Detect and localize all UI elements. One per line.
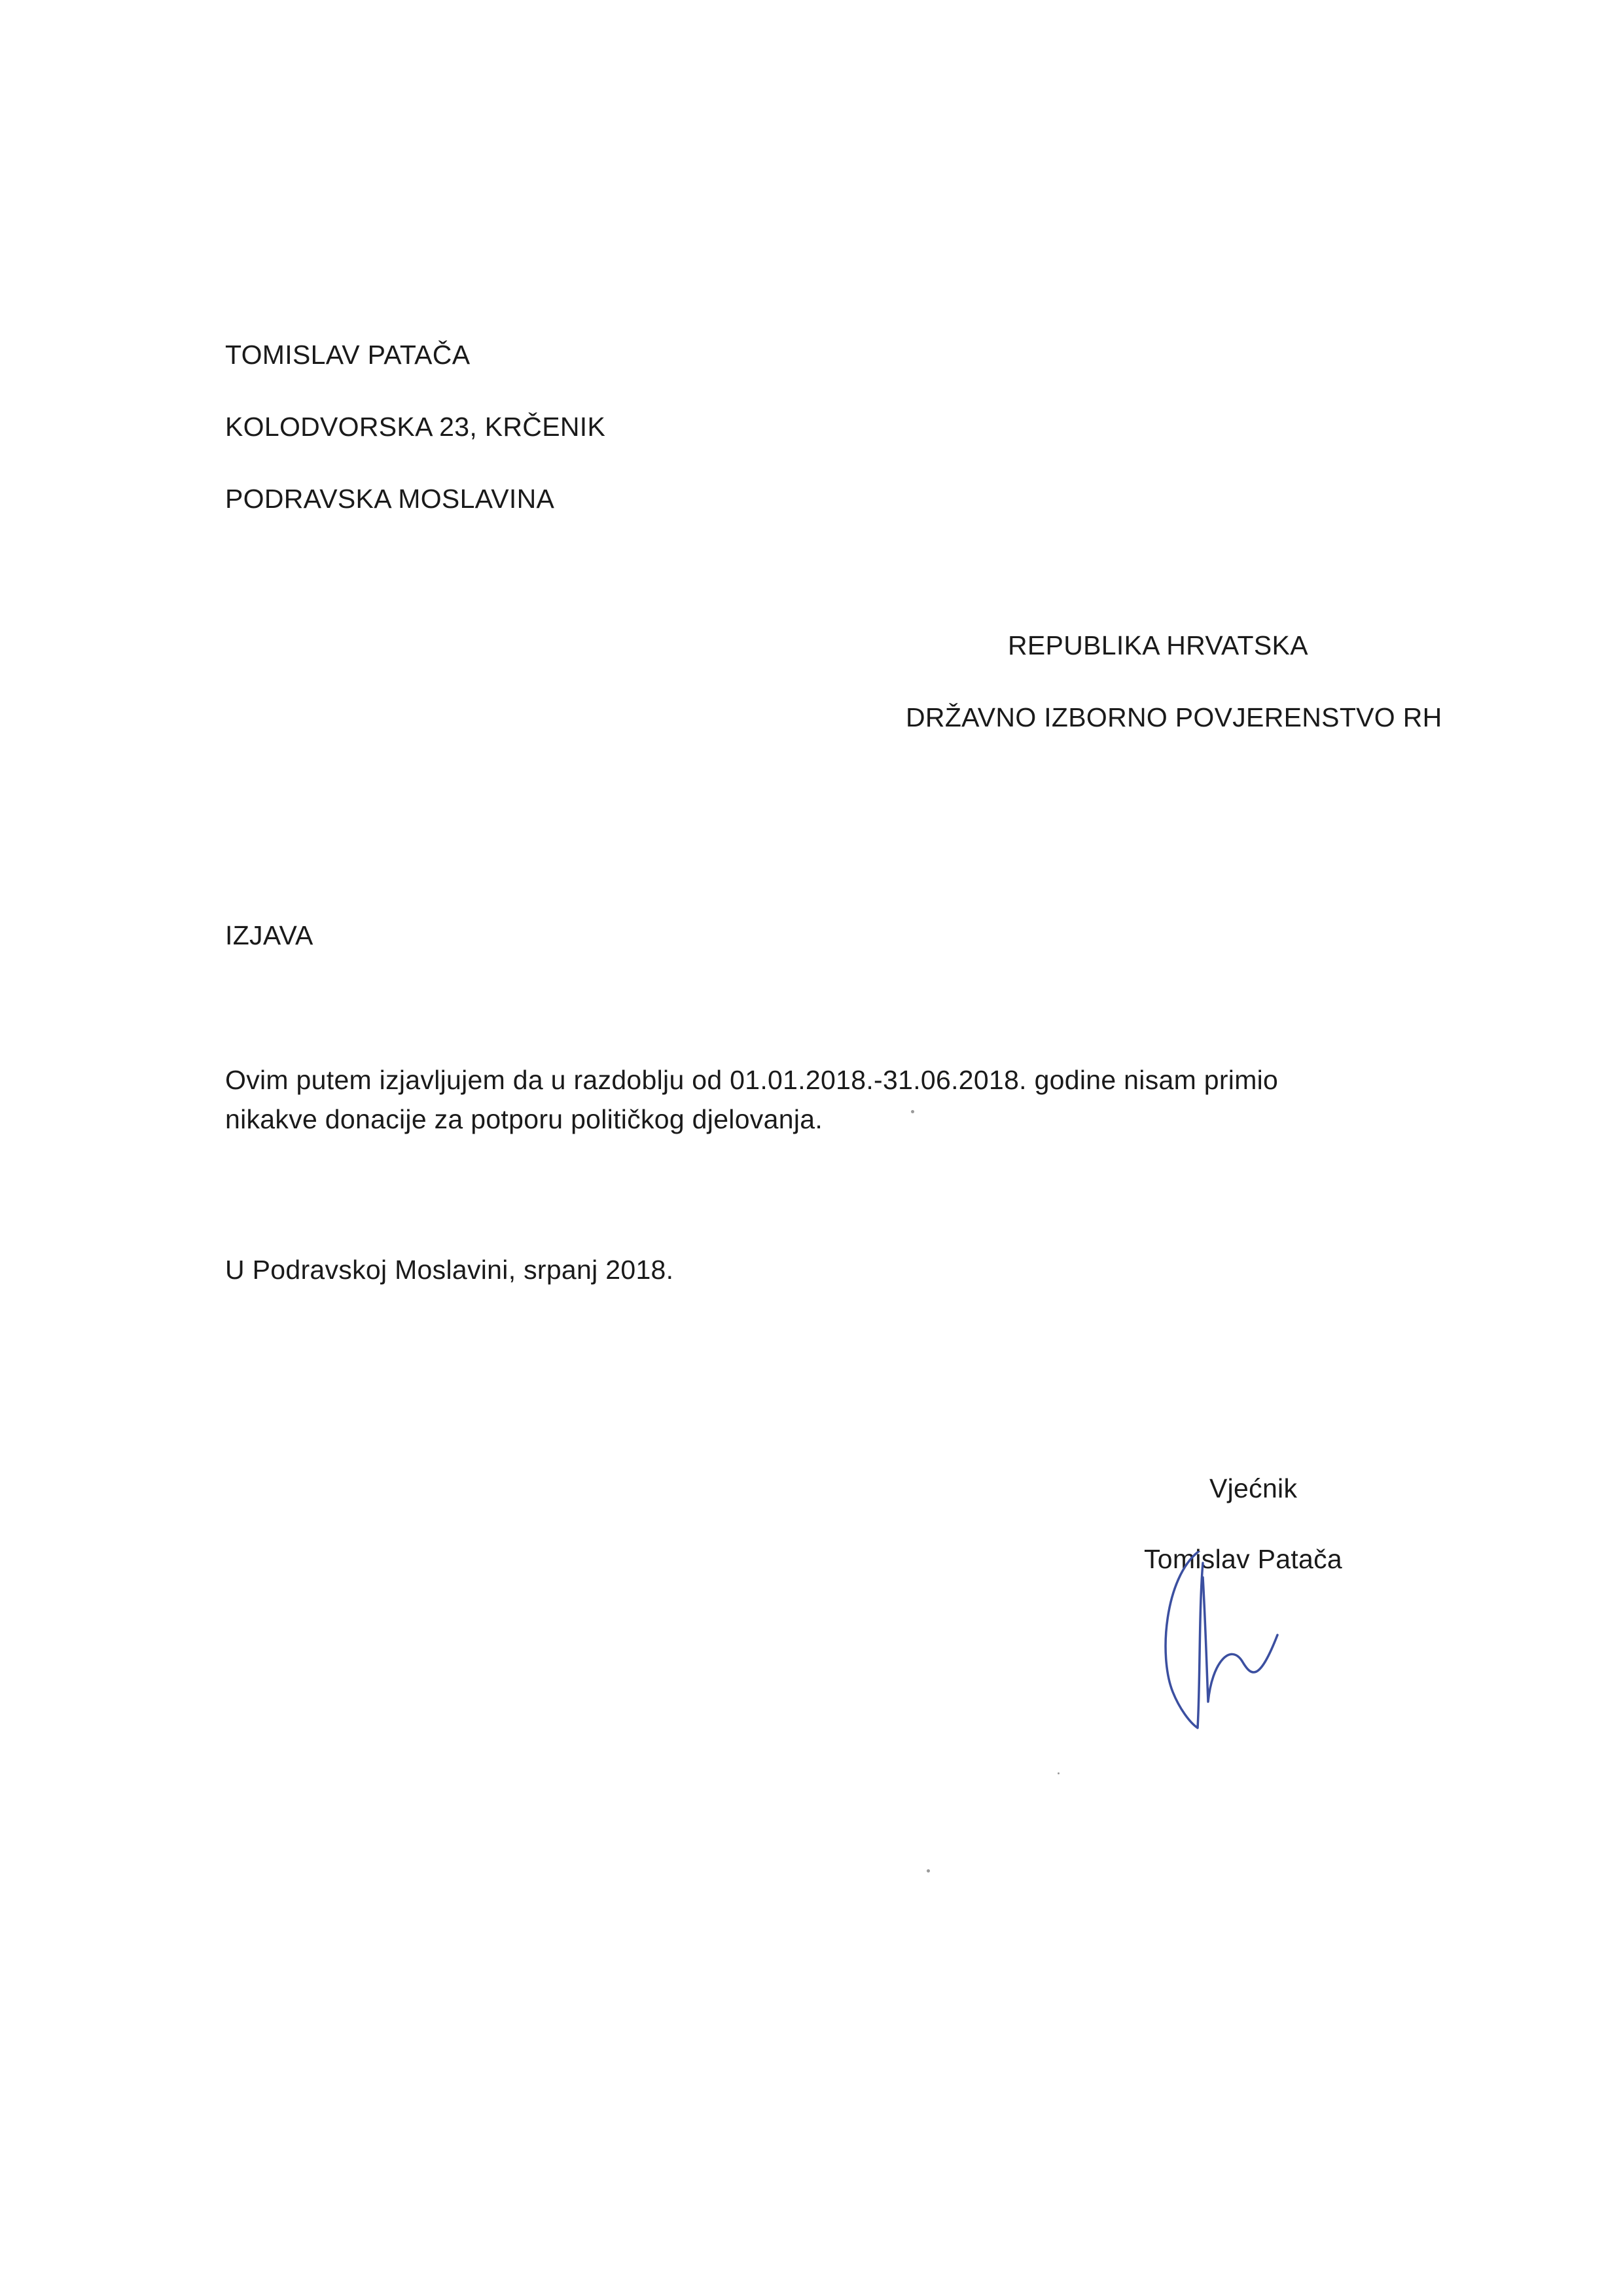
- sender-name: TOMISLAV PATAČA: [225, 340, 471, 370]
- scan-speck: [1058, 1772, 1060, 1774]
- handwritten-signature: [1139, 1551, 1309, 1741]
- document-title: IZJAVA: [225, 920, 313, 950]
- recipient-line-1: REPUBLIKA HRVATSKA: [1008, 630, 1308, 660]
- signatory-role: Vjećnik: [1209, 1473, 1298, 1503]
- sender-address: KOLODVORSKA 23, KRČENIK: [225, 412, 606, 442]
- recipient-line-2: DRŽAVNO IZBORNO POVJERENSTVO RH: [906, 702, 1442, 732]
- scan-speck: [927, 1869, 930, 1873]
- statement-line-1: Ovim putem izjavljujem da u razdoblju od 01.01.2018.-31.06.2018. godine nisam primio: [225, 1065, 1279, 1095]
- statement-line-2: nikakve donacije za potporu političkog djelovanja.: [225, 1104, 823, 1134]
- scan-speck: [911, 1110, 914, 1113]
- statement-paragraph: [225, 1060, 1469, 1139]
- place-and-date: U Podravskoj Moslavini, srpanj 2018.: [225, 1255, 674, 1285]
- signatory-name: Tomislav Patača: [1144, 1544, 1343, 1574]
- sender-municipality: PODRAVSKA MOSLAVINA: [225, 484, 555, 514]
